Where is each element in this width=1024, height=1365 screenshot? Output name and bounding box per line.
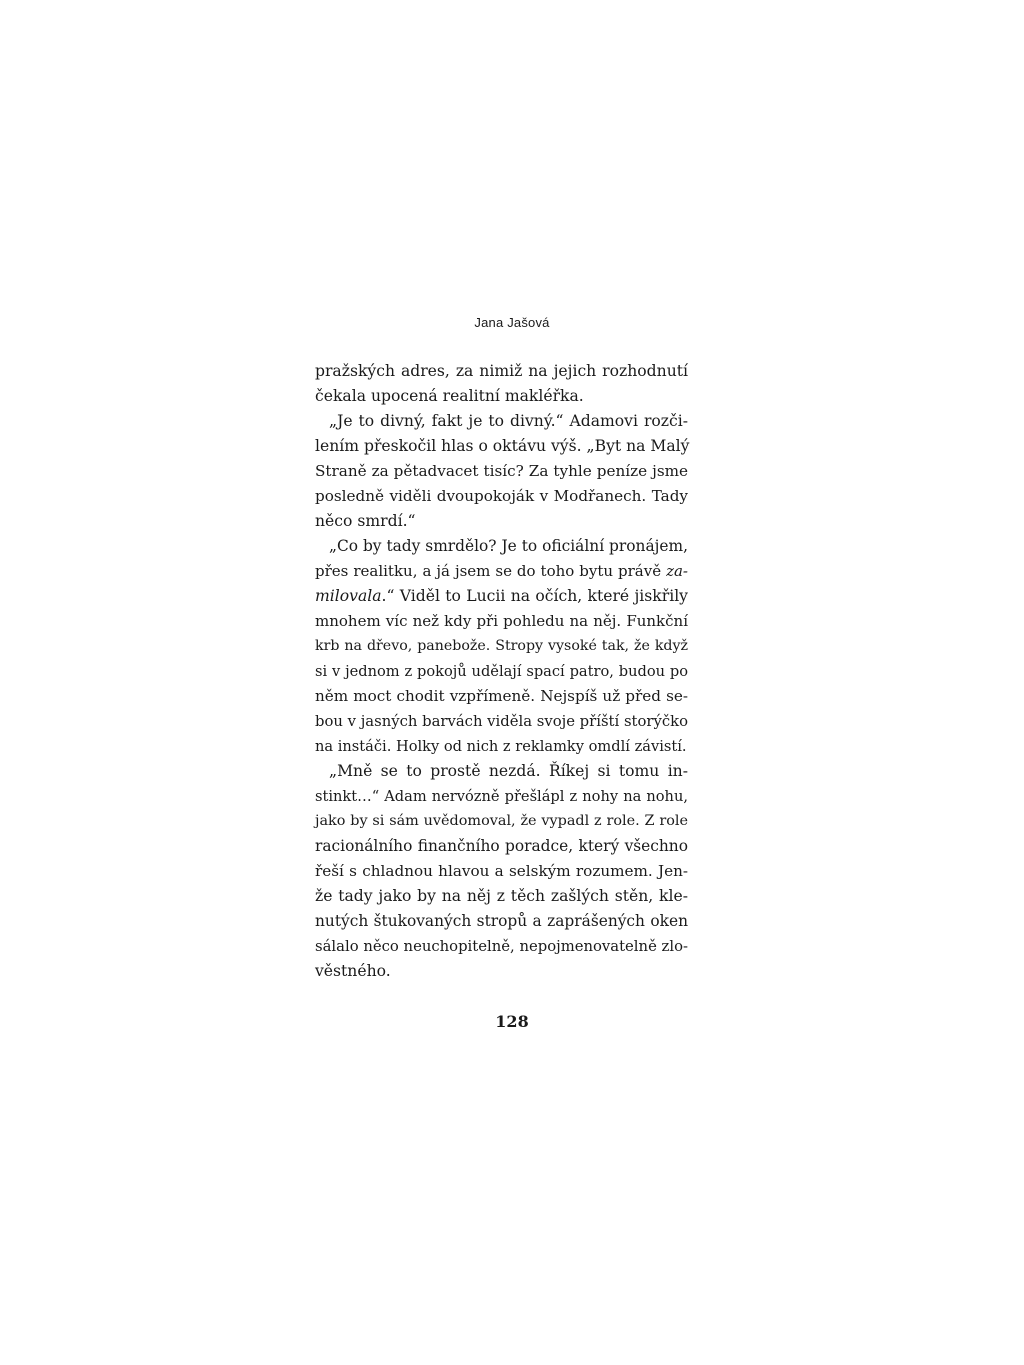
text-line: na instáči. Holky od nich z reklamky omdlí závistí. [315,738,687,755]
page-number: 128 [495,1012,529,1031]
text-line: „Je to divný, fakt je to divný.“ Adamovi rozči- [329,412,688,430]
running-header-author: Jana Jašová [474,315,550,330]
text-line: Straně za pětadvacet tisíc? Za tyhle peníze jsme [315,462,688,480]
text-line: nutých štukovaných stropů a zaprášených oken [315,912,688,930]
text-line: racionálního finančního poradce, který všechno [315,837,688,855]
text-line: čekala upocená realitní makléřka. [315,387,584,405]
text-line: bou v jasných barvách viděla svoje příští storýčko [315,713,688,730]
text-line: věstného. [315,962,391,980]
text-line: pražských adres, za nimiž na jejich rozhodnutí [315,362,688,380]
text-line: stinkt…“ Adam nervózně přešlápl z nohy na nohu, [315,788,688,805]
body-text [315,359,688,984]
text-line: přes realitku, a já jsem se do toho bytu právě za- [315,562,688,580]
text-line: jako by si sám uvědomoval, že vypadl z role. Z role [315,813,688,829]
text-line: krb na dřevo, panebože. Stropy vysoké tak, že když [315,638,688,654]
text-line: sálalo něco neuchopitelně, nepojmenovatelně zlo- [315,938,688,955]
text-line: „Mně se to prostě nezdá. Říkej si tomu in- [329,762,688,780]
text-line: lením přeskočil hlas o oktávu výš. „Byt na Malý [315,437,690,455]
text-line: „Co by tady smrdělo? Je to oficiální pronájem, [329,537,688,555]
text-line: milovala.“ Viděl to Lucii na očích, které jiskřily [315,587,688,605]
text-line: mnohem víc než kdy při pohledu na něj. Funkční [315,612,688,630]
text-line: posledně viděli dvoupokoják v Modřanech. Tady [315,487,688,505]
text-line: že tady jako by na něj z těch zašlých stěn, kle- [315,887,688,905]
text-line: si v jednom z pokojů udělají spací patro, budou po [315,663,688,680]
text-line: něm moct chodit vzpřímeně. Nejspíš už před se- [315,687,688,705]
text-line: něco smrdí.“ [315,512,416,530]
text-line: řeší s chladnou hlavou a selským rozumem. Jen- [315,862,688,880]
